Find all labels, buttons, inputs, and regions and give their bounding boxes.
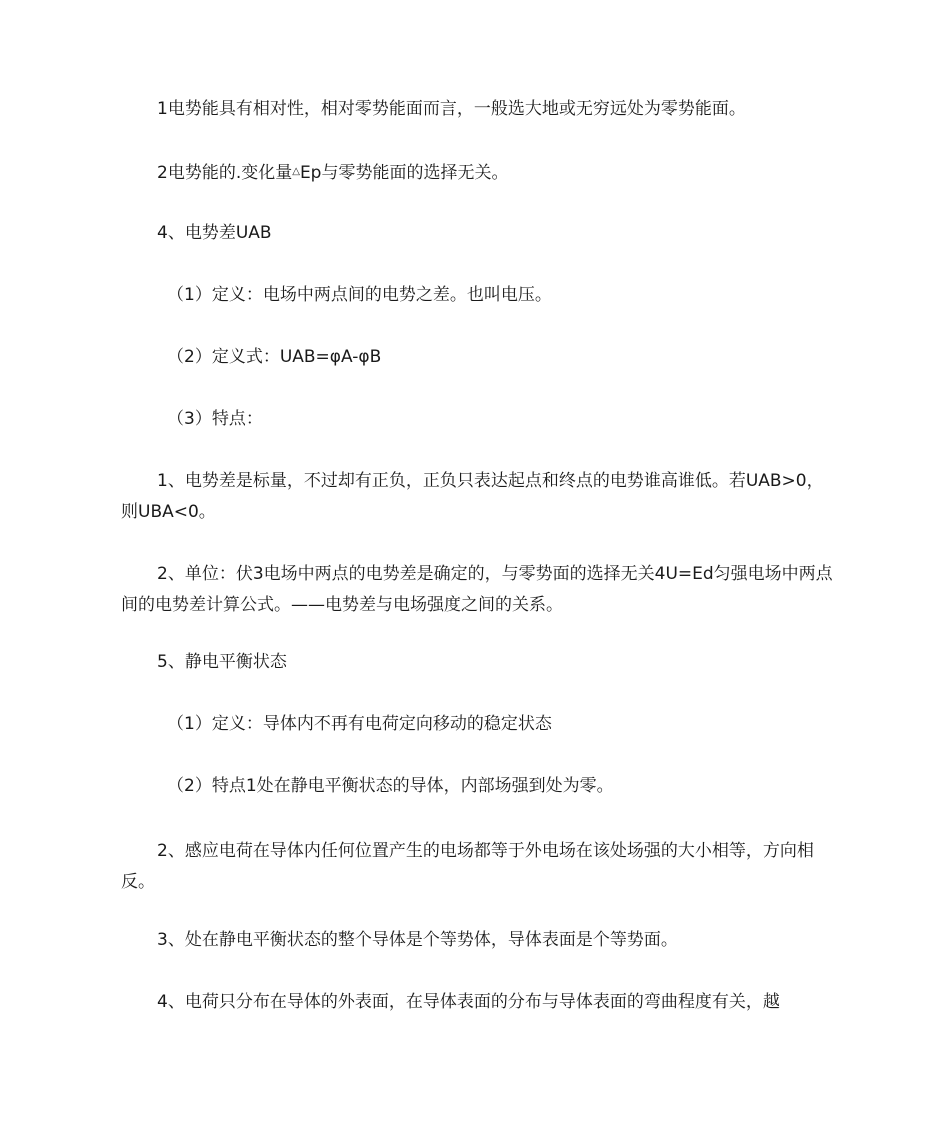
paragraph-1: 1电势能具有相对性，相对零势能面而言，一般选大地或无穷远处为零势能面。 (157, 99, 746, 119)
paragraph-2-tail: Ep与零势能面的选择无关。 (299, 163, 509, 183)
paragraph-definition: （1）定义：电场中两点间的电势之差。也叫电压。 (167, 285, 552, 305)
paragraph-equilibrium-definition: （1）定义：导体内不再有电荷定向移动的稳定状态 (167, 714, 552, 734)
paragraph-surface-charge: 4、电荷只分布在导体的外表面，在导体表面的分布与导体表面的弯曲程度有关，越 (157, 992, 780, 1012)
heading-electrostatic-equilibrium: 5、静电平衡状态 (157, 652, 287, 672)
paragraph-equilibrium-feature-1: （2）特点1处在静电平衡状态的导体，内部场强到处为零。 (167, 776, 614, 796)
paragraph-unit: 2、单位：伏3电场中两点的电势差是确定的，与零势面的选择无关4U=Ed匀强电场中两点间的电势差计算公式。——电势差与电场强度之间的关系。 (121, 564, 833, 615)
paragraph-equipotential: 3、处在静电平衡状态的整个导体是个等势体，导体表面是个等势面。 (157, 930, 678, 950)
paragraph-scalar: 1、电势差是标量，不过却有正负，正负只表达起点和终点的电势谁高谁低。若UAB>0，则UBA<0。 (121, 471, 824, 522)
paragraph-features: （3）特点： (167, 409, 263, 429)
paragraph-2-head: 2电势能的.变化量 (157, 163, 293, 183)
heading-potential-difference: 4、电势差UAB (157, 223, 272, 243)
paragraph-induced-charge: 2、感应电荷在导体内任何位置产生的电场都等于外电场在该处场强的大小相等，方向相反。 (121, 841, 814, 892)
paragraph-definition-formula: （2）定义式：UAB=φA-φB (167, 347, 382, 367)
delta-symbol: △ (292, 166, 300, 177)
paragraph-2 (121, 156, 833, 189)
